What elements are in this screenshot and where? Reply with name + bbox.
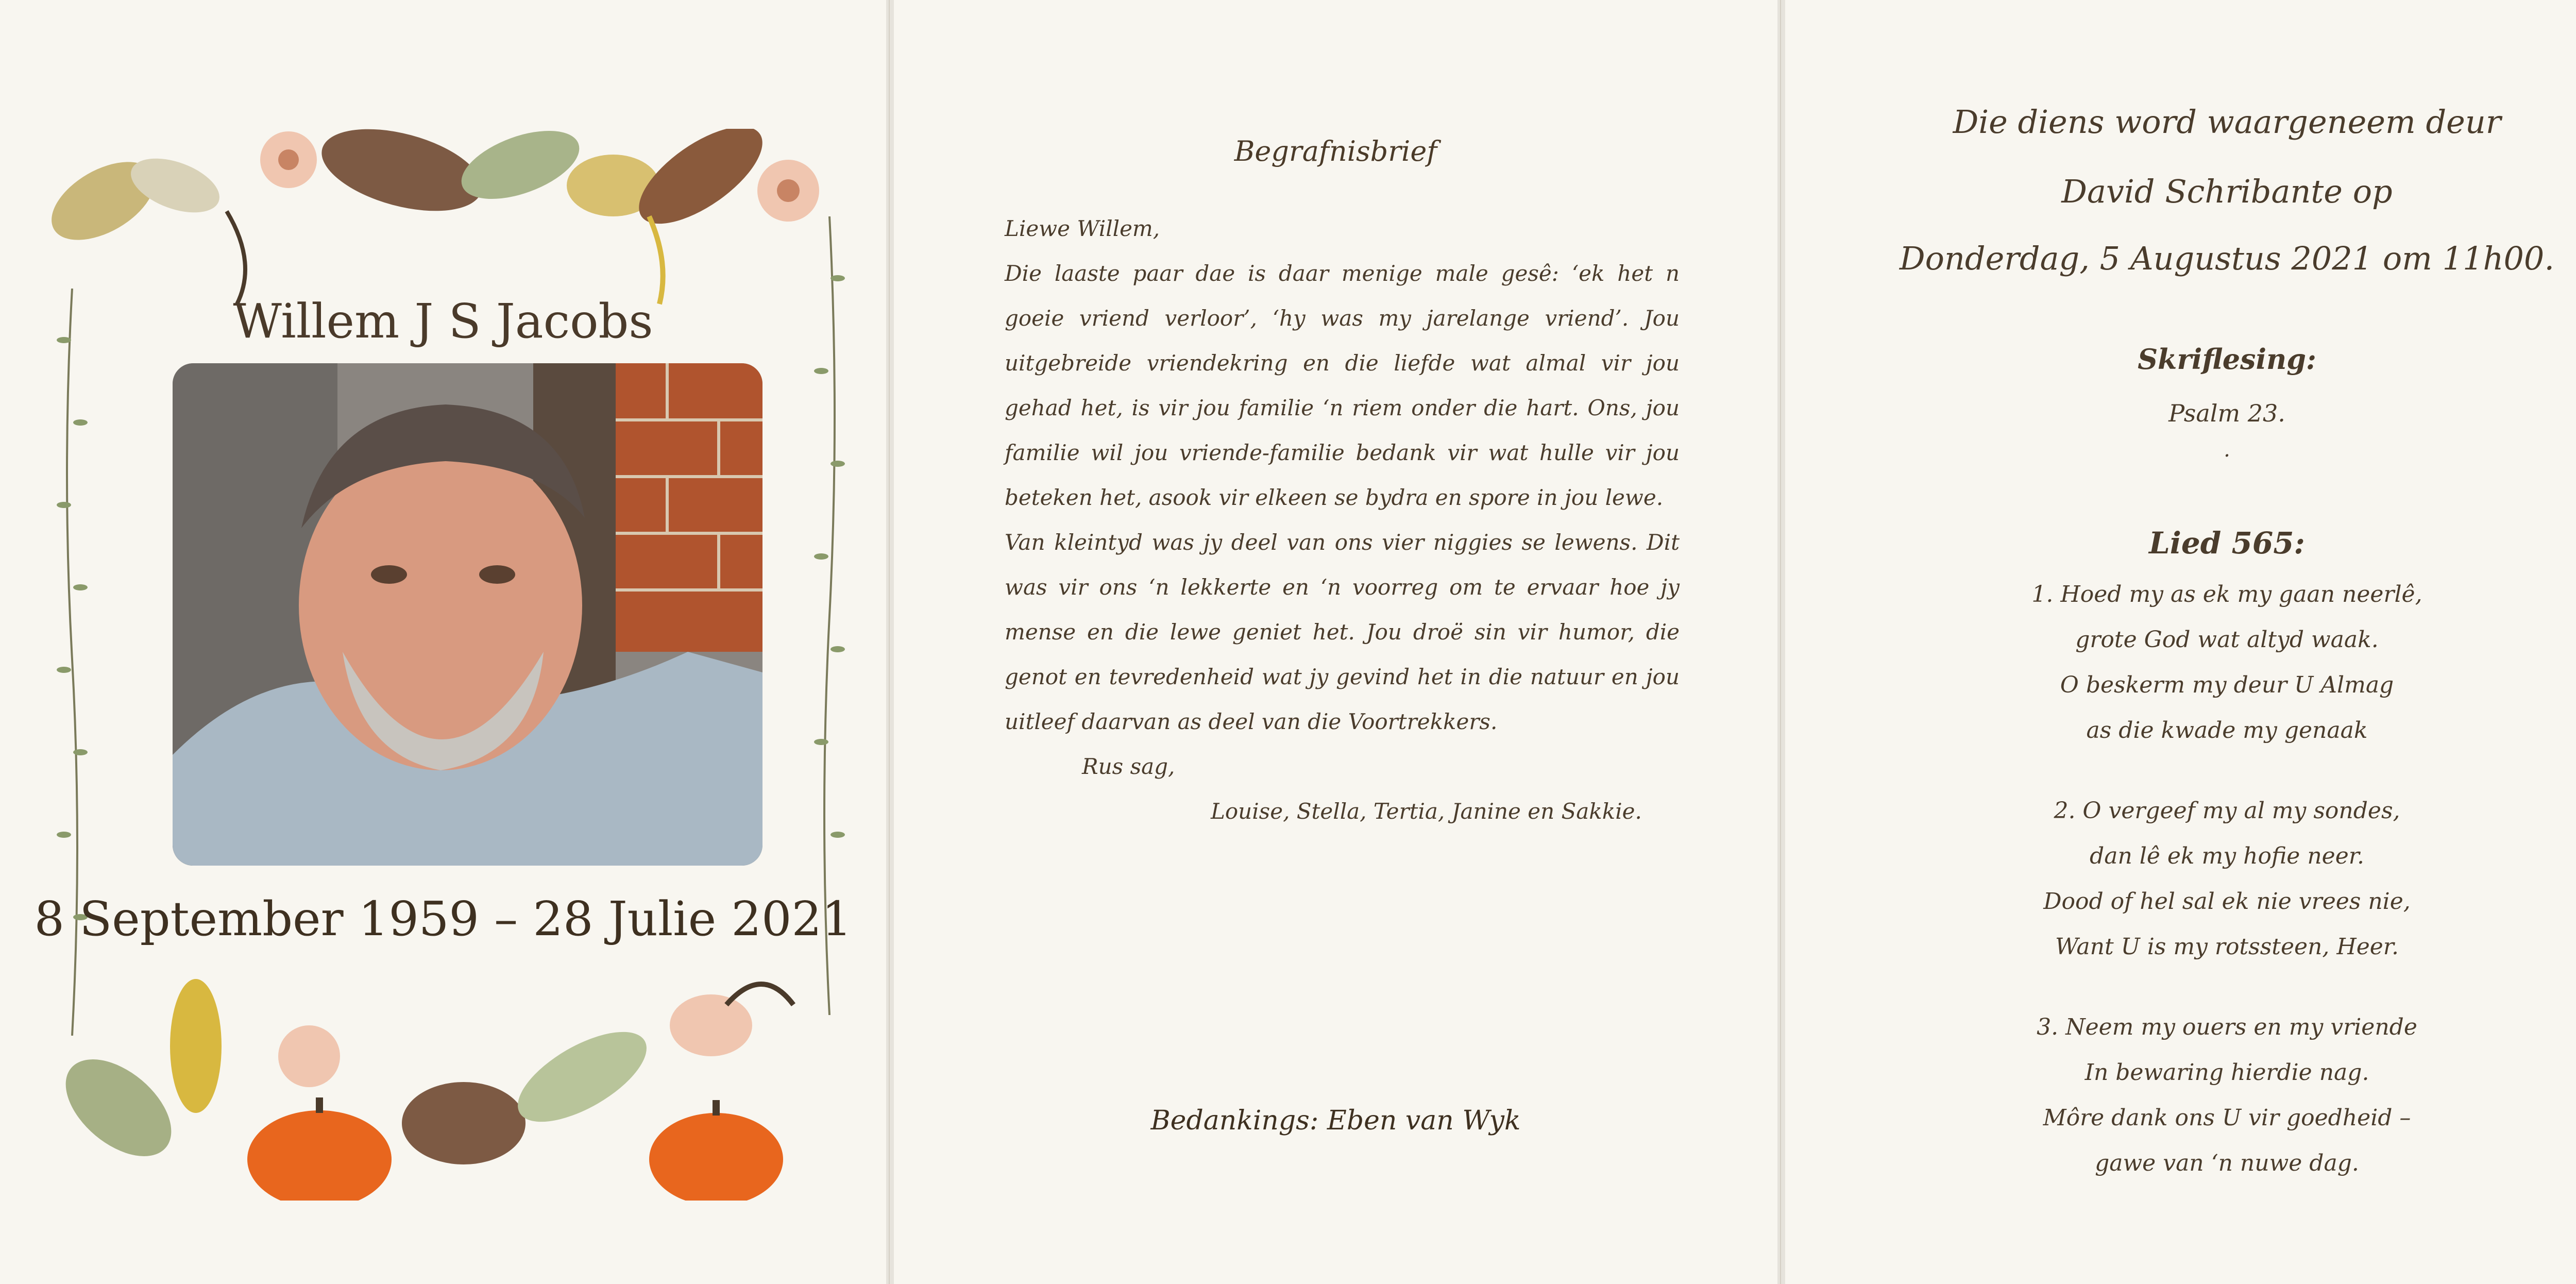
letter-paragraph-1: Die laaste paar dae is daar menige male gesê: ‘ek het n goeie vriend verloor’, ‘hy was my jarelange vriend’. Jou uitgebreide vriendekring en die liefde wat almal vir jou gehad het, is vir jou familie ‘n riem onder die hart. Ons, jou familie wil jou vriende-familie bedank vir wat hulle vir jou beteken het, asook vir elkeen se bydra en spore in jou lewe.: [1005, 261, 1680, 510]
hymn-line: In bewaring hierdie nag.: [2084, 1059, 2369, 1086]
hymn-verse-3: [1785, 1005, 2576, 1186]
letter-salutation: Liewe Willem,: [1005, 216, 1160, 241]
letter-closing: Rus sag,: [1082, 754, 1175, 779]
deceased-name: Willem J S Jacobs: [233, 294, 653, 349]
life-dates: 8 September 1959 – 28 Julie 2021: [34, 891, 852, 947]
floral-border-bottom: [41, 943, 845, 1201]
thanks-line: Bedankings: Eben van Wyk: [1150, 1105, 1521, 1136]
hymn-line: gawe van ‘n nuwe dag.: [2095, 1150, 2359, 1176]
hymn-line: Want U is my rotssteen, Heer.: [2055, 934, 2399, 960]
letter-signatories: Louise, Stella, Tertia, Janine en Sakkie.: [1211, 799, 1642, 824]
reading-dot: .: [2224, 438, 2230, 462]
hymn-line: 2. O vergeef my al my sondes,: [2054, 798, 2400, 824]
hymn-line: dan lê ek my hofie neer.: [2090, 843, 2364, 869]
service-line-1: Die diens word waargeneem deur: [1953, 103, 2501, 141]
letter-title: Begrafnisbrief: [1234, 135, 1437, 167]
service-line-2: David Schribante op: [2061, 173, 2393, 210]
hymn-line: grote God wat altyd waak.: [2075, 627, 2379, 653]
service-line-3: Donderdag, 5 Augustus 2021 om 11h00.: [1899, 240, 2555, 277]
letter-paragraph-2: Van kleintyd was jy deel van ons vier niggies se lewens. Dit was vir ons ‘n lekkerte en ‘n voorreg om te ervaar hoe jy mense en die lewe geniet het. Jou droë sin vir humor, die genot en tevredenheid wat jy gevind het in die natuur en jou uitleef daarvan as deel van die Voortrekkers.: [1005, 530, 1680, 734]
service-panel: [1785, 0, 2576, 1284]
hymn-line: 1. Hoed my as ek my gaan neerlê,: [2031, 581, 2422, 607]
reading-title: Skriflesing:: [2138, 343, 2316, 376]
hymn-line: 3. Neem my ouers en my vriende: [2037, 1014, 2417, 1040]
hymn-title: Lied 565:: [2149, 526, 2305, 561]
hymn-line: Môre dank ons U vir goedheid –: [2043, 1105, 2411, 1131]
fold-line: [1780, 0, 1781, 1284]
hymn-line: as die kwade my genaak: [2086, 717, 2368, 744]
reading-text: Psalm 23.: [2168, 399, 2285, 427]
fold-line: [889, 0, 890, 1284]
hymn-verse-1: [1785, 572, 2576, 753]
letter-panel: [894, 0, 1777, 1284]
hymn-line: O beskerm my deur U Almag: [2060, 672, 2394, 698]
letter-body: [1005, 206, 1680, 834]
floral-border-top: [41, 129, 845, 314]
portrait-photo: [173, 363, 762, 866]
hymn-verse-2: [1785, 788, 2576, 970]
hymn-line: Dood of hel sal ek nie vrees nie,: [2043, 888, 2411, 915]
front-cover-panel: [0, 0, 886, 1284]
